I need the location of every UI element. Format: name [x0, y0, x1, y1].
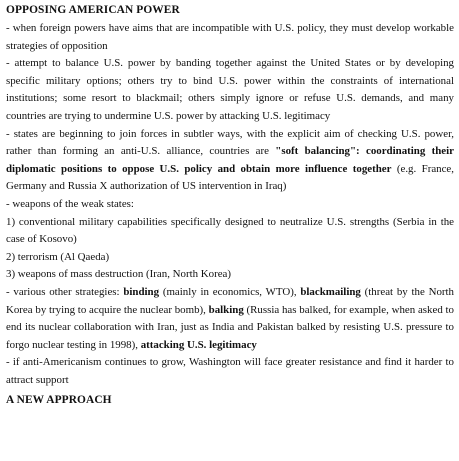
bold-text: "soft balancing": coordinating their diplomatic positions to oppose U.S. policy and obtain more influence together — [6, 145, 454, 175]
bold-text: binding — [123, 285, 160, 298]
next-section-title: A NEW APPROACH — [6, 394, 112, 407]
bold-text: balking — [208, 303, 244, 316]
paragraph — [6, 214, 454, 249]
body-text: - if anti-Americanism continues to grow, Washington will face greater resistance and find it harder to attract support — [6, 356, 454, 386]
paragraph-list — [6, 20, 454, 389]
paragraph — [6, 126, 454, 196]
body-text: (mainly in economics, WTO), — [159, 285, 301, 298]
paragraph — [6, 20, 454, 55]
paragraph — [6, 266, 454, 284]
paragraph — [6, 354, 454, 389]
document-page — [6, 2, 454, 410]
body-text: (threat by the North Korea by trying to acquire the nuclear bomb), — [6, 285, 454, 316]
body-text: 2) terrorism (Al Qaeda) — [6, 250, 110, 263]
body-text: 1) conventional military capabilities specifically designed to neutralize U.S. strengths (Serbia in the case of Kosovo) — [6, 215, 454, 246]
paragraph — [6, 284, 454, 354]
body-text: (e.g. France, Germany and Russia X authorization of US intervention in Iraq) — [6, 162, 454, 193]
paragraph — [6, 196, 454, 214]
bold-text: blackmailing — [300, 285, 361, 298]
section-title: OPPOSING AMERICAN POWER — [6, 4, 180, 16]
body-text: - weapons of the weak states: — [6, 197, 134, 210]
bold-text: attacking U.S. legitimacy — [140, 338, 257, 351]
body-text: - attempt to balance U.S. power by banding together against the United States or by developing specific military options; others try to bind U.S. power within the constraints of international institutions; some resort to blackmail; others simply ignore or refuse U.S. demands, and many countries are trying to undermine U.S. power by attacking U.S. legitimacy — [6, 57, 454, 122]
body-text: - states are beginning to join forces in subtler ways, with the explicit aim of checking U.S. power, rather than forming an anti-U.S. alliance, countries are — [6, 127, 454, 158]
paragraph — [6, 55, 454, 125]
paragraph — [6, 249, 454, 267]
body-text: - when foreign powers have aims that are incompatible with U.S. policy, they must develop workable strategies of opposition — [6, 22, 454, 52]
body-text: (Russia has balked, for example, when asked to end its nuclear collaboration with Iran, just as India and Pakistan balked by resisting U.S. pressure to forgo nuclear testing in 1998), — [6, 303, 455, 351]
body-text: - various other strategies: — [6, 285, 124, 298]
body-text: 3) weapons of mass destruction (Iran, North Korea) — [6, 268, 232, 281]
